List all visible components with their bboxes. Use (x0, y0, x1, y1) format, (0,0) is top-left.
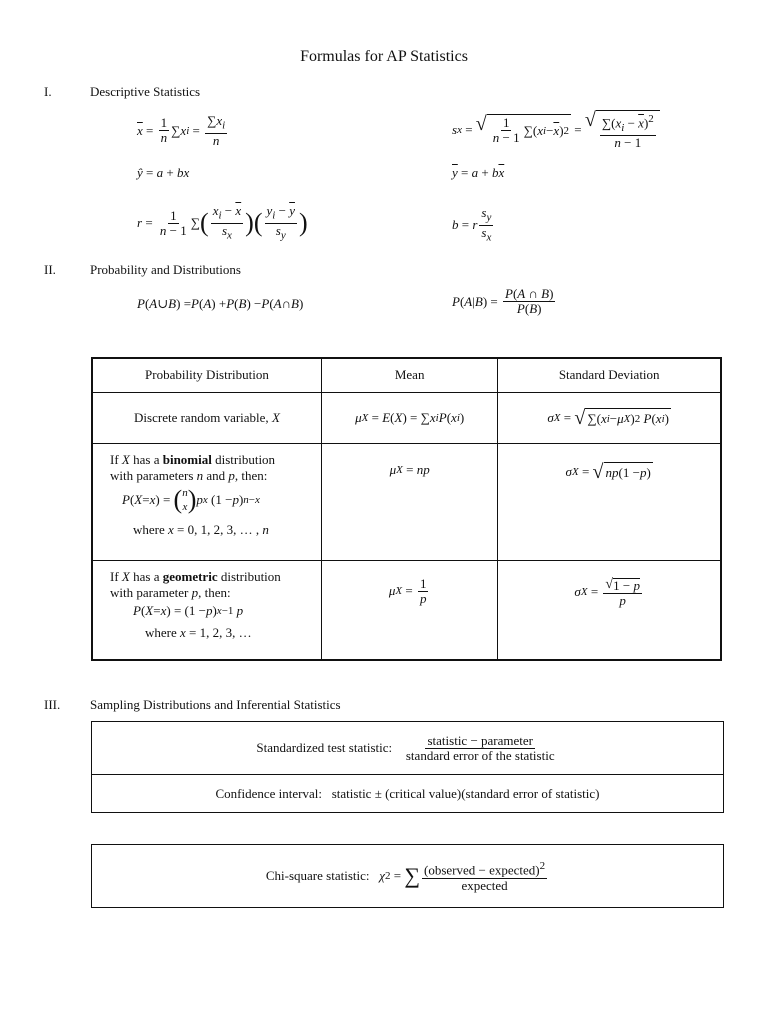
standardized-statistic-row (92, 722, 723, 775)
inference-box (91, 721, 724, 813)
std-stat-label: Standardized test statistic: (256, 740, 393, 755)
section-numeral-3: III. (44, 697, 61, 712)
section-numeral-2: II. (44, 262, 56, 277)
binomial-sd: σ X = √ np (1 − p ) (498, 443, 721, 560)
binomial-pmf: P ( X = x ) = ( n x ) p x (1 − p ) n−x (122, 484, 260, 514)
formula-conditional: P ( A | B ) = $\frac{P(A \cap B)}{P(B)}$ (452, 286, 554, 316)
probability-distribution-table (91, 357, 722, 661)
header-distribution: Probability Distribution (92, 358, 321, 392)
formula-ybar: $\overline{y}$ = a + b $\overline{x}$ (452, 165, 505, 180)
formula-slope: b = r $\frac{s_y}{s_x}$ (452, 205, 492, 244)
header-sd: Standard Deviation (498, 358, 721, 392)
binomial-mean: μ X = np (321, 443, 497, 560)
header-mean: Mean (321, 358, 497, 392)
section-title-1: Descriptive Statistics (90, 84, 201, 99)
page-title: Formulas for AP Statistics (300, 48, 468, 65)
ci-formula: statistic ± (critical value)(standard error of statistic) (331, 785, 600, 801)
chi-label: Chi-square statistic: (265, 868, 370, 883)
section-title-3: Sampling Distributions and Inferential Statistics (90, 697, 341, 712)
formula-union: P ( A ∪ B ) = P ( A ) + P ( B ) − P ( A ∩ B ) (137, 296, 304, 311)
geometric-sd: σ X = √ 1 − p p (498, 560, 721, 660)
confidence-interval-row (92, 775, 723, 812)
row-binomial-label: If X has a binomial distribution with parameters n and p, then: P ( X = x ) = ( n x ) p x (1 − p ) n−x where x = 0, 1, 2, 3, … , n (92, 443, 321, 560)
ci-label: Confidence interval: (215, 785, 322, 801)
formula-sample-sd: s x = √ $\frac{1}{n - 1}$ ∑( x i − $\overline{x}$ ) 2 = √ $\frac{\sum(x_i - \overline{x})^2}{n - 1}$ (452, 110, 660, 150)
geometric-pmf: P ( X = x ) = (1 − p ) x−1 p (133, 602, 244, 618)
chi-square-box: Chi-square statistic: χ 2 = ∑ $\frac{(observed - expected)^2}{\text{expected}}$ (91, 844, 724, 908)
discrete-sd: σ X = √ ∑( x i − μ X ) 2 P ( x i ) (498, 392, 721, 443)
row-geometric-label: If X has a geometric distribution with parameter p, then: P ( X = x ) = (1 − p ) x−1 p where x = 1, 2, 3, … (92, 560, 321, 660)
formula-regression-line: ŷ = a + bx (137, 165, 190, 180)
row-discrete-label: Discrete random variable, X (92, 392, 321, 443)
formula-mean: $\overline{x}$ = $\frac{1}{n}$ ∑ x i = $\frac{\sum x_i}{n}$ (137, 113, 226, 148)
geometric-mean: μ X = $\frac{1}{p}$ (321, 560, 497, 660)
formula-correlation: r = $\frac{1}{n - 1}$ ∑ ( $\frac{x_i - \overline{x}}{s_x}$ )( $\frac{y_i - \overline{y}}{s_y}$ ) (137, 203, 308, 242)
discrete-mean: μ X = E ( X ) = ∑ x i P ( x i ) (321, 392, 497, 443)
std-stat-fraction: $\frac{\text{statistic − parameter}}{\text{standard error of the statistic}}$ (405, 732, 555, 763)
section-numeral-1: I. (44, 84, 52, 99)
section-title-2: Probability and Distributions (90, 262, 241, 277)
